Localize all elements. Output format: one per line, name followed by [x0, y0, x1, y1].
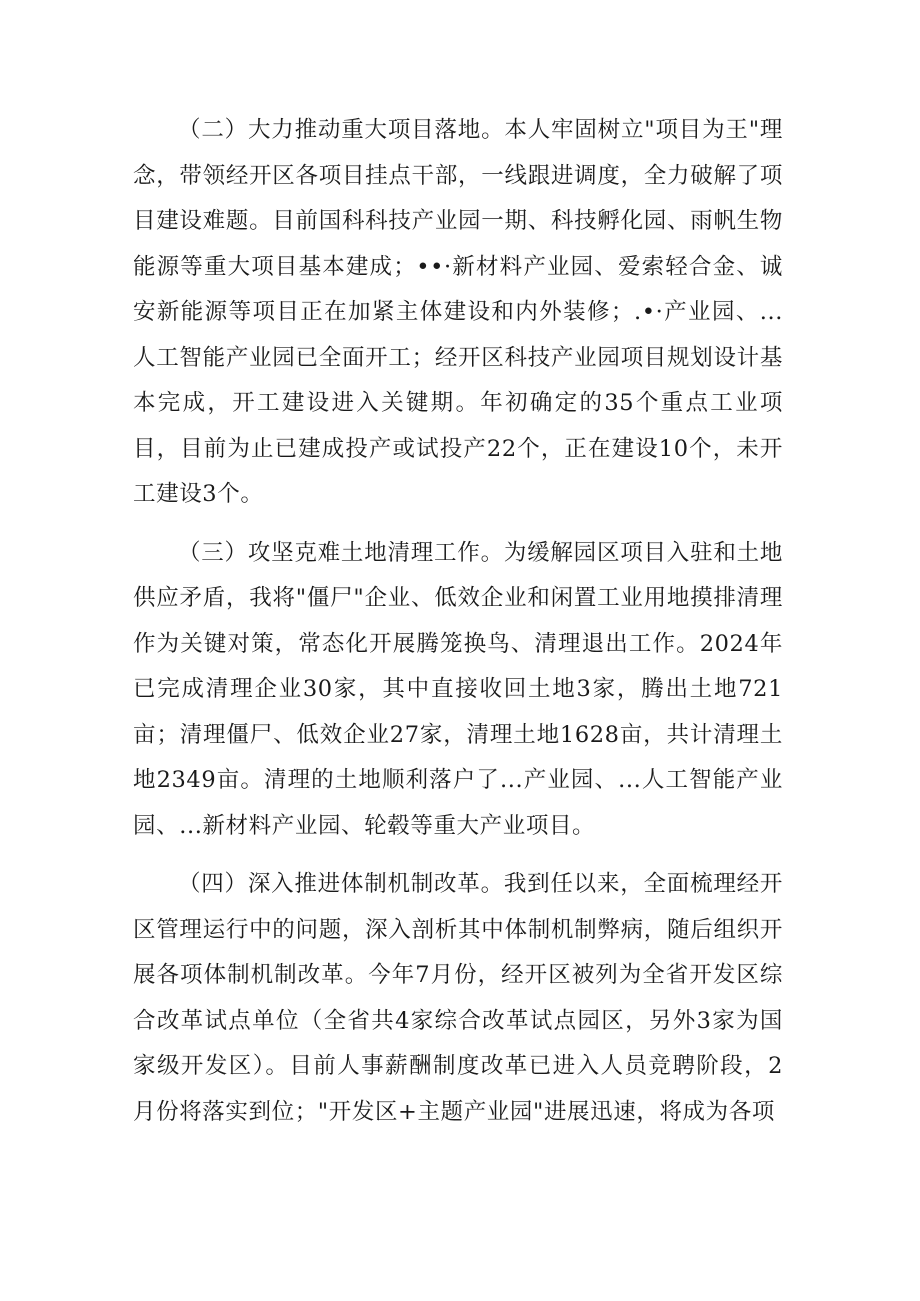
paragraph-system-reform: （四）深入推进体制机制改革。我到任以来，全面梳理经开区管理运行中的问题，深入剖析其中体制机制弊病，随后组织开展各项体制机制改革。今年7月份，经开区被列为全省开发区综合改革试点单位（全省共4家综合改革试点园区，另外3家为国家级开发区）。目前人事薪酬制度改革已进入人员竞聘阶段，2月份将落实到位；"开发区+主题产业园"进展迅速，将成为各项	[133, 871, 783, 1125]
paragraph-land-clearance: （三）攻坚克难土地清理工作。为缓解园区项目入驻和土地供应矛盾，我将"僵尸"企业、低效企业和闲置工业用地摸排清理作为关键对策，常态化开展腾笼换鸟、清理退出工作。2024年已完成清理企业30家，其中直接收回土地3家，腾出土地721亩；清理僵尸、低效企业27家，清理土地1628亩，共计清理土地2349亩。清理的土地顺利落户了...产业园、...人工智能产业园、...新材料产业园、轮毂等重大产业项目。	[133, 539, 783, 839]
document-body	[133, 108, 783, 1135]
paragraph-major-projects: （二）大力推动重大项目落地。本人牢固树立"项目为王"理念，带领经开区各项目挂点干部，一线跟进调度，全力破解了项目建设难题。目前国科科技产业园一期、科技孵化园、雨帆生物能源等重大项目基本建成；••·新材料产业园、爱索轻合金、诚安新能源等项目正在加紧主体建设和内外装修；.•·产业园、...人工智能产业园已全面开工；经开区科技产业园项目规划设计基本完成，开工建设进入关键期。年初确定的35个重点工业项目，目前为止已建成投产或试投产22个，正在建设10个，未开工建设3个。	[133, 117, 783, 507]
